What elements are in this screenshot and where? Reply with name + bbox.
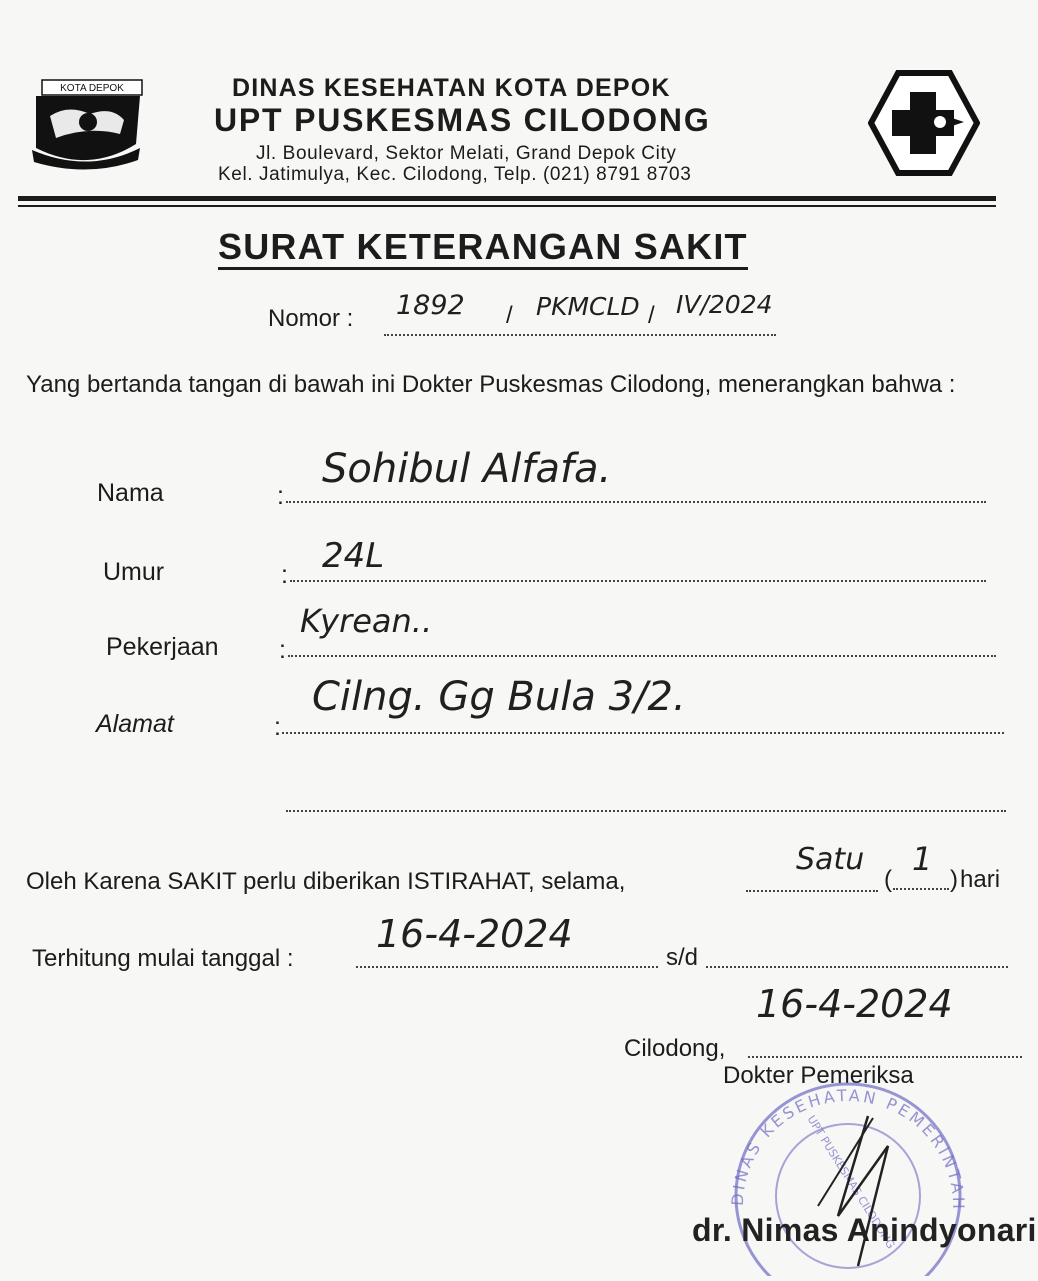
nomor-separator-2: / (648, 302, 655, 329)
header-contact: Kel. Jatimulya, Kec. Cilodong, Telp. (021) 8791 8703 (218, 164, 692, 185)
until-label: s/d (666, 944, 699, 971)
header-address: Jl. Boulevard, Sektor Melati, Grand Depok City (256, 143, 677, 164)
umur-label: Umur (103, 558, 165, 586)
rest-words: Satu (796, 842, 865, 877)
alamat-label: Alamat (96, 710, 174, 738)
nama-label: Nama (97, 479, 164, 507)
rest-words-dotted-line (746, 890, 878, 892)
alamat-colon: : (274, 713, 281, 741)
from-dotted-line (356, 966, 658, 968)
header-line-2: UPT PUSKESMAS CILODONG (214, 102, 711, 138)
nomor-dotted-line (384, 334, 776, 336)
from-date: 16-4-2024 (376, 912, 573, 956)
nomor-month-year: IV/2024 (676, 290, 773, 319)
pekerjaan-value: Kyrean.. (300, 602, 433, 640)
nama-value: Sohibul Alfafa. (322, 446, 612, 492)
alamat-dotted-line (282, 732, 1004, 734)
nomor-code: PKMCLD (536, 292, 640, 321)
puskesmas-logo (868, 70, 980, 176)
stamp-inner-text: UPT PUSKESMAS CILODONG (804, 1113, 898, 1252)
from-label: Terhitung mulai tanggal : (32, 945, 294, 972)
kota-depok-logo (28, 78, 144, 170)
pekerjaan-label: Pekerjaan (106, 633, 219, 661)
umur-dotted-line (290, 580, 986, 582)
alamat-value: Cilng. Gg Bula 3/2. (312, 674, 686, 720)
nama-dotted-line (286, 501, 986, 503)
rest-suffix: hari (960, 866, 1001, 893)
rest-number-dotted-line (893, 888, 949, 890)
rest-paren-close: ) (950, 866, 958, 893)
umur-value: 24L (322, 536, 385, 576)
until-dotted-line (706, 966, 1008, 968)
rest-number: 1 (912, 840, 933, 878)
nama-colon: : (277, 482, 284, 510)
until-date: 16-4-2024 (756, 982, 953, 1026)
doctor-title: Dokter Pemeriksa (723, 1062, 914, 1089)
alamat-dotted-line-2 (286, 810, 1006, 812)
nomor-number: 1892 (396, 290, 465, 321)
umur-colon: : (281, 561, 288, 589)
header-rule-thin (18, 205, 996, 207)
pekerjaan-dotted-line (288, 655, 996, 657)
place-label: Cilodong, (624, 1035, 726, 1062)
doctor-name: dr. Nimas Anindyonari (692, 1212, 1037, 1248)
pekerjaan-colon: : (279, 636, 286, 664)
header-line-1: DINAS KESEHATAN KOTA DEPOK (232, 74, 671, 102)
svg-text:DINAS KESEHATAN PEMERINTAH KOT (718, 1056, 968, 1212)
rest-paren-open: ( (884, 866, 892, 893)
logo-label: KOTA DEPOK (60, 83, 124, 94)
document-title: SURAT KETERANGAN SAKIT (218, 228, 748, 270)
intro-text: Yang bertanda tangan di bawah ini Dokter Puskesmas Cilodong, menerangkan bahwa : (26, 371, 956, 398)
rest-prefix: Oleh Karena SAKIT perlu diberikan ISTIRAHAT, selama, (26, 868, 626, 895)
nomor-separator-1: / (506, 302, 513, 329)
stamp-text: DINAS KESEHATAN PEMERINTAH (727, 1085, 968, 1212)
header-rule-thick (18, 196, 996, 201)
nomor-label: Nomor : (268, 305, 354, 332)
